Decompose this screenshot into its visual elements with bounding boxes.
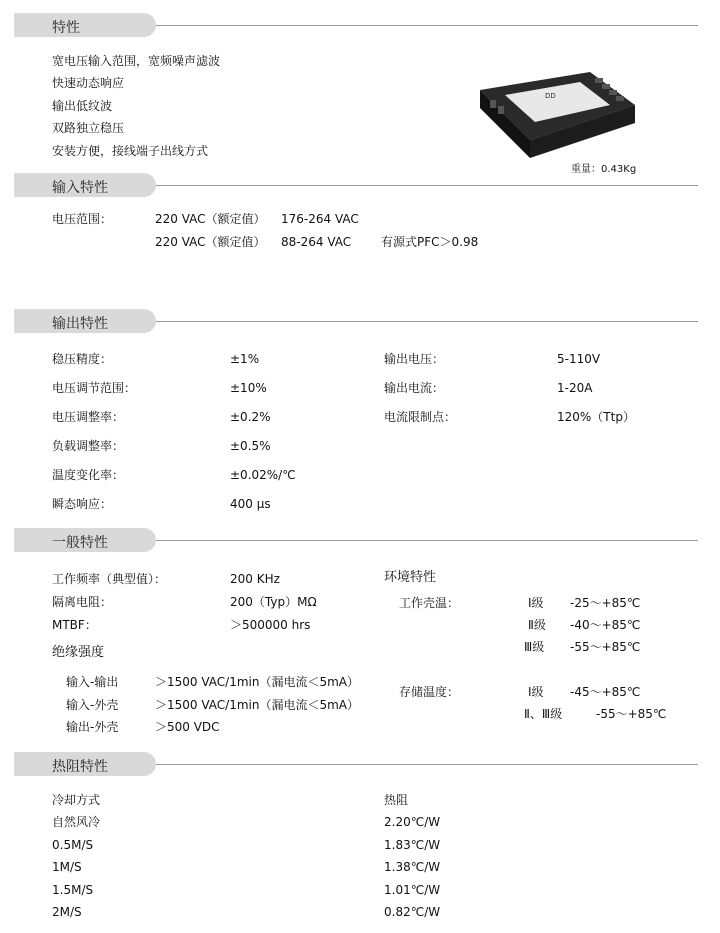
output-value: 400 μs bbox=[230, 497, 271, 511]
product-logo: DD bbox=[545, 92, 556, 100]
general-label: MTBF： bbox=[52, 618, 97, 632]
output-label: 电压调节范围： bbox=[52, 381, 137, 395]
divider bbox=[156, 321, 698, 322]
output-label: 负载调整率： bbox=[52, 439, 125, 453]
input-range: 176-264 VAC bbox=[281, 212, 359, 226]
thermal-method: 1.5M/S bbox=[52, 883, 94, 897]
feature-item: 安装方便，接线端子出线方式 bbox=[52, 144, 209, 158]
temp-grade: Ⅱ级 bbox=[528, 618, 546, 632]
temp-range: -40～+85℃ bbox=[570, 618, 641, 632]
thermal-method: 1M/S bbox=[52, 860, 82, 874]
insulation-title: 绝缘强度 bbox=[52, 645, 105, 660]
output-value: ±10% bbox=[230, 381, 267, 395]
general-value: 200 KHz bbox=[230, 572, 280, 586]
thermal-method: 0.5M/S bbox=[52, 838, 94, 852]
thermal-col-resistance: 热阻 bbox=[384, 793, 409, 807]
temp-grade: Ⅰ级 bbox=[528, 596, 544, 610]
temp-grade: Ⅲ级 bbox=[524, 640, 545, 654]
thermal-method: 2M/S bbox=[52, 905, 82, 919]
temp-range: -55～+85℃ bbox=[570, 640, 641, 654]
divider bbox=[156, 185, 698, 186]
divider bbox=[156, 25, 698, 26]
work-temp-label: 工作壳温： bbox=[399, 596, 460, 610]
thermal-value: 1.01℃/W bbox=[384, 883, 441, 897]
output-label: 温度变化率： bbox=[52, 468, 125, 482]
output-label: 稳压精度： bbox=[52, 352, 113, 366]
section-header-thermal bbox=[14, 752, 698, 776]
temp-range: -25～+85℃ bbox=[570, 596, 641, 610]
general-label: 工作频率（典型值）： bbox=[52, 572, 167, 586]
section-title: 输入特性 bbox=[52, 180, 108, 196]
thermal-value: 1.38℃/W bbox=[384, 860, 441, 874]
input-range: 88-264 VAC bbox=[281, 235, 352, 249]
output-value: 5-110V bbox=[557, 352, 601, 366]
output-value: ±0.5% bbox=[230, 439, 271, 453]
insulation-value: ＞1500 VAC/1min（漏电流＜5mA） bbox=[155, 698, 360, 712]
general-value: ＞500000 hrs bbox=[230, 618, 311, 632]
section-title: 输出特性 bbox=[52, 316, 108, 332]
output-label: 瞬态响应： bbox=[52, 497, 113, 511]
output-label: 电流限制点： bbox=[384, 410, 457, 424]
output-value: ±0.2% bbox=[230, 410, 271, 424]
temp-range: -55～+85℃ bbox=[596, 707, 667, 721]
output-value: 1-20A bbox=[557, 381, 593, 395]
feature-item: 快速动态响应 bbox=[52, 76, 125, 90]
output-label: 电压调整率： bbox=[52, 410, 125, 424]
output-label: 输出电流： bbox=[384, 381, 445, 395]
insulation-value: ＞500 VDC bbox=[155, 720, 220, 734]
section-header-input bbox=[14, 173, 698, 197]
temp-grade: Ⅰ级 bbox=[528, 685, 544, 699]
insulation-value: ＞1500 VAC/1min（漏电流＜5mA） bbox=[155, 675, 360, 689]
product-weight: 重量：0.43Kg bbox=[571, 164, 637, 175]
input-pfc: 有源式PFC＞0.98 bbox=[381, 235, 479, 249]
section-header-features bbox=[14, 13, 698, 37]
thermal-value: 2.20℃/W bbox=[384, 815, 441, 829]
general-value: 200（Typ）MΩ bbox=[230, 595, 317, 609]
temp-grade: Ⅱ、Ⅲ级 bbox=[524, 707, 563, 721]
output-label: 输出电压： bbox=[384, 352, 445, 366]
feature-item: 双路独立稳压 bbox=[52, 121, 125, 135]
output-value: 120%（Ttp） bbox=[557, 410, 635, 424]
feature-item: 宽电压输入范围，宽频噪声滤波 bbox=[52, 54, 221, 68]
insulation-label: 输入-输出 bbox=[66, 675, 119, 689]
thermal-col-method: 冷却方式 bbox=[52, 793, 101, 807]
feature-item: 输出低纹波 bbox=[52, 99, 113, 113]
thermal-value: 0.82℃/W bbox=[384, 905, 441, 919]
temp-range: -45～+85℃ bbox=[570, 685, 641, 699]
product-image bbox=[470, 60, 640, 170]
output-value: ±1% bbox=[230, 352, 260, 366]
env-title: 环境特性 bbox=[384, 570, 437, 585]
divider bbox=[156, 540, 698, 541]
output-value: ±0.02%/℃ bbox=[230, 468, 296, 482]
general-label: 隔离电阻： bbox=[52, 595, 113, 609]
insulation-label: 输入-外壳 bbox=[66, 698, 119, 712]
section-title: 一般特性 bbox=[52, 535, 108, 551]
thermal-method: 自然风冷 bbox=[52, 815, 101, 829]
section-title: 特性 bbox=[52, 20, 80, 36]
input-rated: 220 VAC（额定值） bbox=[155, 212, 266, 226]
divider bbox=[156, 764, 698, 765]
section-header-output bbox=[14, 309, 698, 333]
input-rated: 220 VAC（额定值） bbox=[155, 235, 266, 249]
section-header-general bbox=[14, 528, 698, 552]
store-temp-label: 存储温度： bbox=[399, 685, 460, 699]
thermal-value: 1.83℃/W bbox=[384, 838, 441, 852]
section-title: 热阻特性 bbox=[52, 759, 108, 775]
input-label: 电压范围： bbox=[52, 212, 113, 226]
insulation-label: 输出-外壳 bbox=[66, 720, 119, 734]
